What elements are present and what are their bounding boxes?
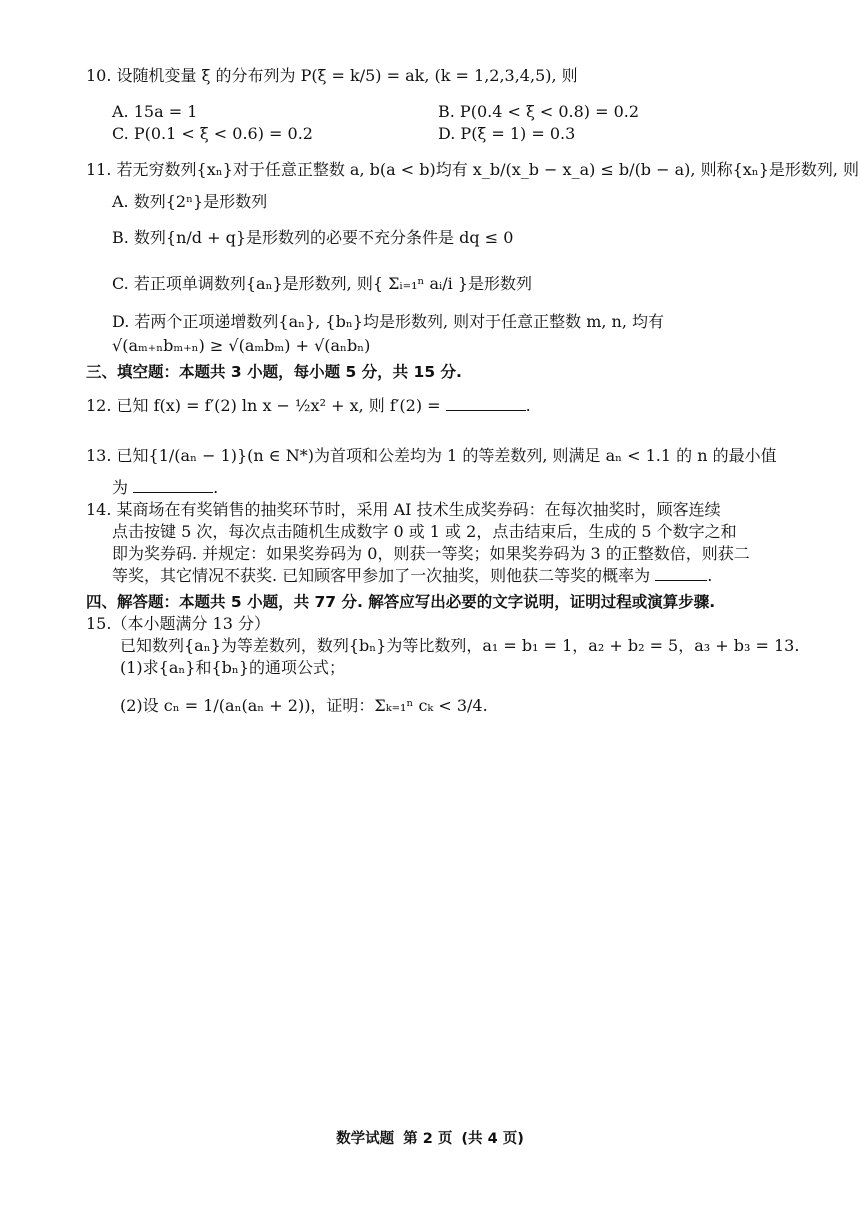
q15-part1: (1)求{aₙ}和{bₙ}的通项公式； (120, 658, 346, 677)
q12-end: . (525, 396, 531, 415)
q11-option-c: C. 若正项单调数列{aₙ}是形数列, 则{ Σᵢ₌₁ⁿ aᵢ/i }是形数列 (112, 274, 533, 293)
section-fill-in-title: 三、填空题：本题共 3 小题，每小题 5 分，共 15 分. (86, 363, 462, 381)
q15-header: 15.（本小题满分 13 分） (86, 614, 270, 633)
q11-stem: 11. 若无穷数列{xₙ}对于任意正整数 a, b(a < b)均有 x_b/(x_b − x_a) ≤ b/(b − a), 则称{xₙ}是形数列, 则 (86, 160, 860, 179)
q15-given: 已知数列{aₙ}为等差数列，数列{bₙ}为等比数列，a₁ = b₁ = 1，a₂ + b₂ = 5，a₃ + b₃ = 13. (120, 636, 800, 655)
footer-page-number: 第 2 页 (403, 1131, 453, 1147)
footer-subject: 数学试题 (336, 1131, 395, 1147)
q14-line1: 14. 某商场在有奖销售的抽奖环节时，采用 AI 技术生成奖券码：在每次抽奖时，顾客连续 (86, 500, 721, 519)
q10-option-b: B. P(0.4 < ξ < 0.8) = 0.2 (438, 102, 640, 121)
q10-option-a: A. 15a = 1 (112, 102, 198, 121)
section-solution-title: 四、解答题：本题共 5 小题，共 77 分. 解答应写出必要的文字说明，证明过程或演算步骤. (86, 593, 716, 611)
q14-line4-text: 等奖，其它情况不获奖. 已知顾客甲参加了一次抽奖，则他获二等奖的概率为 (112, 566, 651, 585)
q13-end: . (213, 478, 219, 497)
q10-option-c: C. P(0.1 < ξ < 0.6) = 0.2 (112, 124, 313, 143)
q13-stem: 13. 已知{1/(aₙ − 1)}(n ∈ N*)为首项和公差均为 1 的等差数列, 则满足 aₙ < 1.1 的 n 的最小值 (86, 446, 777, 465)
footer-total-pages: (共 4 页) (461, 1131, 524, 1147)
q12-stem: 12. 已知 f(x) = f′(2) ln x − ½x² + x, 则 f′(2) = (86, 396, 441, 415)
page-footer (0, 1127, 860, 1148)
q13-answer-blank[interactable] (133, 478, 213, 493)
q14-line4 (112, 566, 712, 586)
q13-line2 (112, 478, 218, 498)
q14-answer-blank[interactable] (655, 566, 707, 581)
q13-line2-text: 为 (112, 478, 129, 497)
q10-stem: 10. 设随机变量 ξ 的分布列为 P(ξ = k/5) = ak, (k = 1,2,3,4,5), 则 (86, 66, 578, 85)
q11-option-b: B. 数列{n/d + q}是形数列的必要不充分条件是 dq ≤ 0 (112, 228, 514, 247)
q14-end: . (707, 566, 713, 585)
q12-line (86, 396, 531, 416)
q11-option-a: A. 数列{2ⁿ}是形数列 (112, 192, 268, 211)
q14-line3: 即为奖券码. 并规定：如果奖券码为 0，则获一等奖；如果奖券码为 3 的正整数倍，则获二 (112, 544, 750, 563)
q11-option-d-line2: √(aₘ₊ₙbₘ₊ₙ) ≥ √(aₘbₘ) + √(aₙbₙ) (112, 336, 371, 355)
q14-line2: 点击按键 5 次，每次点击随机生成数字 0 或 1 或 2，点击结束后，生成的 5 个数字之和 (112, 522, 737, 541)
q12-answer-blank[interactable] (446, 396, 526, 411)
q10-option-d: D. P(ξ = 1) = 0.3 (438, 124, 576, 143)
q11-option-d-line1: D. 若两个正项递增数列{aₙ}, {bₙ}均是形数列, 则对于任意正整数 m, n, 均有 (112, 312, 665, 331)
q15-part2: (2)设 cₙ = 1/(aₙ(aₙ + 2))，证明：Σₖ₌₁ⁿ cₖ < 3/4. (120, 696, 488, 715)
